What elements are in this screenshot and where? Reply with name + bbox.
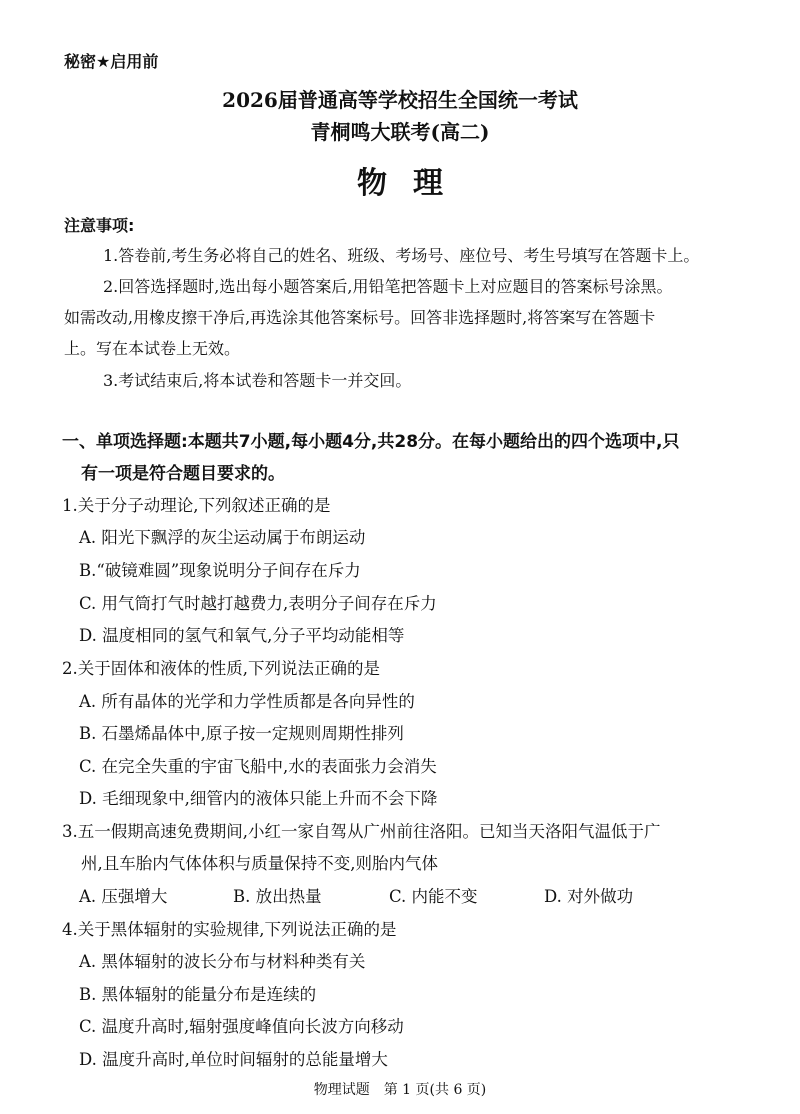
- question-2-option-d: D. 毛细现象中,细管内的液体只能上升而不会下降: [79, 789, 438, 808]
- question-3-option-b: B. 放出热量: [233, 887, 322, 906]
- notice-item-2-line-3: 上。写在本试卷上无效。: [64, 339, 241, 358]
- question-2-stem: 2.关于固体和液体的性质,下列说法正确的是: [62, 659, 380, 678]
- question-4-option-c: C. 温度升高时,辐射强度峰值向长波方向移动: [79, 1017, 404, 1036]
- question-2-option-b: B. 石墨烯晶体中,原子按一定规则周期性排列: [79, 724, 404, 743]
- exam-title: 2026届普通高等学校招生全国统一考试: [222, 88, 578, 112]
- notice-title: 注意事项:: [64, 216, 135, 235]
- question-1-stem: 1.关于分子动理论,下列叙述正确的是: [62, 496, 331, 515]
- question-1-option-b: B.“破镜难圆”现象说明分子间存在斥力: [79, 561, 361, 580]
- question-3-stem-line-2: 州,且车胎内气体体积与质量保持不变,则胎内气体: [81, 854, 438, 873]
- question-1-option-c: C. 用气筒打气时越打越费力,表明分子间存在斥力: [79, 594, 437, 613]
- question-4-option-d: D. 温度升高时,单位时间辐射的总能量增大: [79, 1050, 388, 1069]
- question-2-option-c: C. 在完全失重的宇宙飞船中,水的表面张力会消失: [79, 757, 437, 776]
- subject-title: 物理: [357, 166, 469, 201]
- question-4-option-a: A. 黑体辐射的波长分布与材料种类有关: [79, 952, 366, 971]
- notice-item-2-line-2: 如需改动,用橡皮擦干净后,再选涂其他答案标号。回答非选择题时,将答案写在答题卡: [64, 308, 656, 327]
- notice-item-3: 3.考试结束后,将本试卷和答题卡一并交回。: [103, 371, 412, 390]
- question-3-option-a: A. 压强增大: [79, 887, 168, 906]
- question-4-option-b: B. 黑体辐射的能量分布是连续的: [79, 985, 317, 1004]
- question-1-option-d: D. 温度相同的氢气和氧气,分子平均动能相等: [79, 626, 405, 645]
- question-3-option-c: C. 内能不变: [389, 887, 478, 906]
- section-heading-line-1: 一、单项选择题:本题共7小题,每小题4分,共28分。在每小题给出的四个选项中,只: [62, 432, 680, 452]
- confidential-label: 秘密★启用前: [64, 52, 159, 71]
- exam-subtitle: 青桐鸣大联考(高二): [310, 120, 490, 144]
- notice-item-2-line-1: 2.回答选择题时,选出每小题答案后,用铅笔把答题卡上对应题目的答案标号涂黑。: [103, 277, 673, 296]
- question-1-option-a: A. 阳光下飘浮的灰尘运动属于布朗运动: [79, 528, 366, 547]
- question-2-option-a: A. 所有晶体的光学和力学性质都是各向异性的: [79, 692, 415, 711]
- page-footer: 物理试题 第 1 页(共 6 页): [313, 1082, 487, 1098]
- question-4-stem: 4.关于黑体辐射的实验规律,下列说法正确的是: [62, 920, 397, 939]
- question-3-stem-line-1: 3.五一假期高速免费期间,小红一家自驾从广州前往洛阳。已知当天洛阳气温低于广: [62, 822, 661, 841]
- question-3-option-d: D. 对外做功: [544, 887, 634, 906]
- section-heading-line-2: 有一项是符合题目要求的。: [81, 464, 285, 484]
- notice-item-1: 1.答卷前,考生务必将自己的姓名、班级、考场号、座位号、考生号填写在答题卡上。: [103, 246, 700, 265]
